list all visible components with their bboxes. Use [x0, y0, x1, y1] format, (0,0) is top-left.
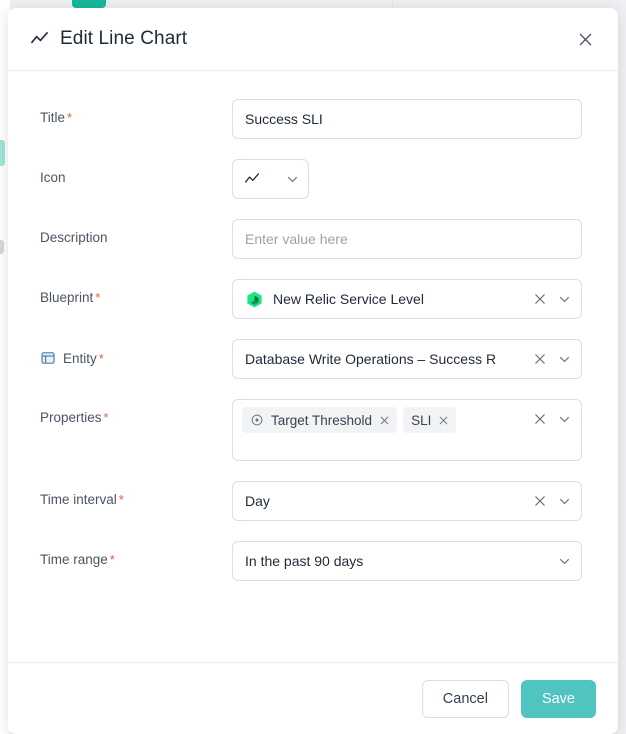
- chip-remove-icon[interactable]: [379, 415, 390, 426]
- label-description-text: Description: [40, 230, 108, 245]
- chevron-down-icon[interactable]: [558, 495, 571, 508]
- label-title: [40, 99, 232, 125]
- chip-remove-icon[interactable]: [438, 415, 449, 426]
- title-input-value: Success SLI: [245, 111, 323, 127]
- label-icon-field: [40, 159, 232, 185]
- background-sidebar-accent: [0, 140, 5, 166]
- required-marker: *: [95, 290, 101, 305]
- time-interval-value: Day: [245, 493, 270, 509]
- chevron-down-icon[interactable]: [558, 555, 571, 568]
- blueprint-value: New Relic Service Level: [273, 291, 424, 307]
- form-row-icon: [40, 159, 582, 199]
- icon-select[interactable]: [232, 159, 309, 199]
- title-input[interactable]: [232, 99, 582, 139]
- time-range-actions: [558, 555, 571, 568]
- label-time-range-text: Time range: [40, 552, 108, 567]
- chevron-down-icon[interactable]: [558, 413, 571, 426]
- label-icon-text: Icon: [40, 170, 66, 185]
- entity-value: Database Write Operations – Success R: [245, 351, 497, 367]
- target-icon: [250, 413, 264, 427]
- required-marker: *: [118, 492, 124, 507]
- chip-label: SLI: [411, 412, 432, 428]
- label-entity: [40, 339, 232, 366]
- label-title-text: Title: [40, 110, 66, 125]
- time-range-value: In the past 90 days: [245, 553, 364, 569]
- label-description: [40, 219, 232, 245]
- background-tab-indicator: [72, 0, 106, 8]
- modal-title-group: [30, 28, 570, 50]
- modal-body: [8, 71, 618, 662]
- blueprint-actions: [532, 291, 571, 307]
- time-interval-actions: [532, 493, 571, 509]
- label-time-range: [40, 541, 232, 567]
- label-properties: [40, 399, 232, 425]
- chip-target-threshold[interactable]: [242, 407, 397, 433]
- form-row-title: [40, 99, 582, 139]
- close-icon[interactable]: [570, 24, 600, 54]
- chip-label: Target Threshold: [271, 412, 373, 428]
- label-time-interval-text: Time interval: [40, 492, 117, 507]
- label-properties-text: Properties: [40, 410, 102, 425]
- label-blueprint-text: Blueprint: [40, 290, 94, 305]
- time-range-select[interactable]: [232, 541, 582, 581]
- label-time-interval: [40, 481, 232, 507]
- required-marker: *: [109, 552, 115, 567]
- description-input[interactable]: [232, 219, 582, 259]
- label-entity-text: Entity: [63, 350, 97, 366]
- entity-select[interactable]: [232, 339, 582, 379]
- form-row-description: [40, 219, 582, 259]
- label-blueprint: [40, 279, 232, 305]
- entity-icon: [40, 350, 56, 366]
- clear-icon[interactable]: [532, 411, 548, 427]
- form-row-time-range: [40, 541, 582, 581]
- properties-actions: [532, 407, 571, 427]
- clear-icon[interactable]: [532, 493, 548, 509]
- blueprint-select[interactable]: [232, 279, 582, 319]
- required-marker: *: [67, 110, 73, 125]
- required-marker: *: [98, 350, 104, 366]
- chevron-down-icon[interactable]: [558, 293, 571, 306]
- form-row-blueprint: [40, 279, 582, 319]
- modal-header: [8, 8, 618, 71]
- entity-actions: [532, 351, 571, 367]
- properties-multiselect[interactable]: [232, 399, 582, 461]
- edit-line-chart-modal: [8, 8, 618, 734]
- new-relic-icon: [245, 290, 264, 309]
- modal-footer: [8, 662, 618, 734]
- required-marker: *: [103, 410, 109, 425]
- properties-chips: [242, 407, 524, 433]
- clear-icon[interactable]: [532, 351, 548, 367]
- line-chart-icon: [30, 30, 49, 49]
- form-row-time-interval: [40, 481, 582, 521]
- time-interval-select[interactable]: [232, 481, 582, 521]
- cancel-button[interactable]: Cancel: [422, 680, 509, 718]
- chevron-down-icon[interactable]: [286, 173, 299, 186]
- form-row-entity: [40, 339, 582, 379]
- line-chart-icon: [244, 171, 260, 187]
- chip-sli[interactable]: [403, 407, 456, 433]
- description-placeholder: Enter value here: [245, 231, 348, 247]
- page-title: Edit Line Chart: [60, 28, 188, 49]
- save-button[interactable]: Save: [521, 680, 596, 718]
- chevron-down-icon[interactable]: [558, 353, 571, 366]
- clear-icon[interactable]: [532, 291, 548, 307]
- background-sidebar-accent-secondary: [0, 240, 4, 254]
- form-row-properties: [40, 399, 582, 461]
